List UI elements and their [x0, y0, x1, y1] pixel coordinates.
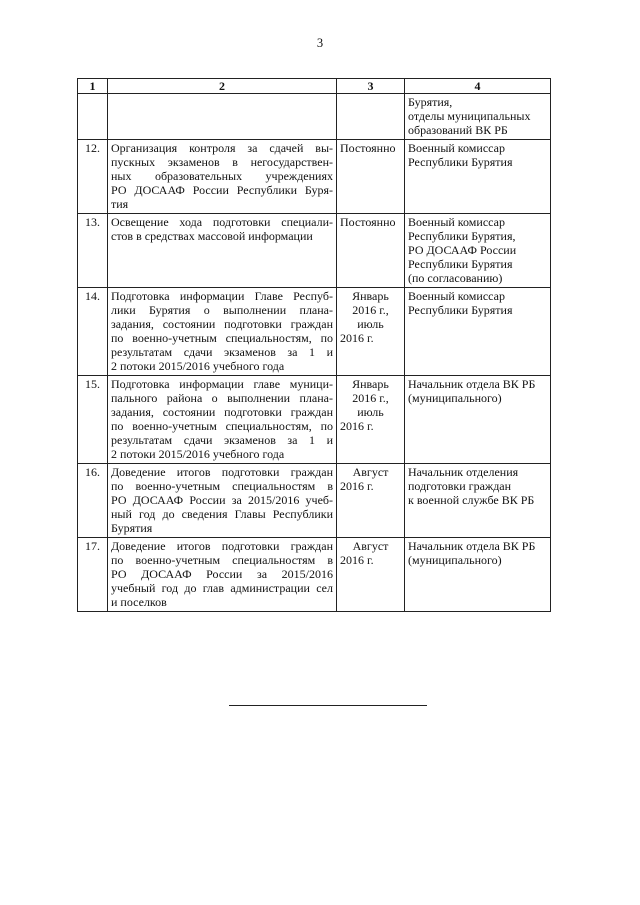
task-cell — [108, 214, 337, 288]
term-cell-line: 2016 г. — [340, 553, 374, 567]
responsible-cell-line: (муниципального) — [408, 391, 502, 405]
task-cell-line: пального района о выполнении плана- — [111, 391, 333, 405]
column-header-number: 1 — [78, 79, 108, 94]
responsible-cell-line: подготовки граждан — [408, 479, 512, 493]
responsible-cell-line: Республики Бурятия — [408, 303, 513, 317]
task-cell-line: Освещение хода подготовки специали- — [111, 215, 333, 229]
task-cell-line: лики Бурятия о выполнении плана- — [111, 303, 333, 317]
table-row — [78, 140, 551, 214]
term-cell-line: 2016 г. — [340, 479, 374, 493]
term-cell — [337, 94, 405, 140]
term-cell-line: июль — [357, 405, 384, 419]
task-cell — [108, 140, 337, 214]
table-row — [78, 288, 551, 376]
term-cell-line: 2016 г., — [352, 391, 389, 405]
responsible-cell-line: Бурятия, — [408, 95, 453, 109]
task-cell-line: задания, состоянии подготовки граждан — [111, 405, 333, 419]
task-cell-line: результатам сдачи экзаменов за 1 и — [111, 433, 333, 447]
row-number — [78, 94, 108, 140]
task-cell-line: результатам сдачи экзаменов за 1 и — [111, 345, 333, 359]
term-cell-line: 2016 г. — [340, 419, 374, 433]
task-cell-line: стов в средствах массовой информации — [111, 229, 313, 243]
task-cell — [108, 94, 337, 140]
page-number: 3 — [316, 36, 324, 50]
responsible-cell-line: образований ВК РБ — [408, 123, 508, 137]
term-cell-line: Постоянно — [340, 215, 396, 229]
term-cell — [337, 288, 405, 376]
responsible-cell-line: Военный комиссар — [408, 289, 505, 303]
term-cell — [337, 376, 405, 464]
responsible-cell-line: Республики Бурятия, — [408, 229, 516, 243]
responsible-cell-line: Республики Бурятия — [408, 155, 513, 169]
task-cell-line: ных образовательных учреждениях — [111, 169, 333, 183]
task-cell-line: по военно-учетным специальностям в — [111, 479, 333, 493]
term-cell — [337, 538, 405, 612]
term-cell — [337, 214, 405, 288]
row-number: 13. — [78, 214, 108, 288]
task-cell-line: Организация контроля за сдачей вы- — [111, 141, 333, 155]
task-cell-line: по военно-учетным специальностям в — [111, 553, 333, 567]
responsible-cell-line: Военный комиссар — [408, 215, 505, 229]
responsible-cell-line: Начальник отдела ВК РБ — [408, 377, 536, 391]
responsible-cell — [405, 288, 551, 376]
term-cell-line: Постоянно — [340, 141, 396, 155]
row-number: 12. — [78, 140, 108, 214]
responsible-cell — [405, 94, 551, 140]
plan-table — [77, 78, 551, 612]
responsible-cell — [405, 464, 551, 538]
task-cell-line: РО ДОСААФ России Республики Буря- — [111, 183, 333, 197]
column-header-task: 2 — [108, 79, 337, 94]
table-row — [78, 464, 551, 538]
term-cell-line: Январь — [352, 377, 389, 391]
task-cell-line: ный год до сведения Главы Республики — [111, 507, 333, 521]
task-cell-line: Подготовка информации Главе Респуб- — [111, 289, 333, 303]
table-row-continuation — [78, 94, 551, 140]
task-cell-line: задания, состоянии подготовки граждан — [111, 317, 333, 331]
responsible-cell-line: отделы муниципальных — [408, 109, 531, 123]
responsible-cell — [405, 214, 551, 288]
column-header-responsible: 4 — [405, 79, 551, 94]
task-cell-line: и поселков — [111, 595, 167, 609]
task-cell-line: РО ДОСААФ России за 2015/2016 учеб- — [111, 493, 333, 507]
task-cell-line: Доведение итогов подготовки граждан — [111, 465, 333, 479]
task-cell-line: по военно-учетным специальностям, по — [111, 331, 333, 345]
responsible-cell-line: Начальник отдела ВК РБ — [408, 539, 536, 553]
table-row — [78, 376, 551, 464]
task-cell — [108, 464, 337, 538]
responsible-cell-line: Начальник отделения — [408, 465, 519, 479]
task-cell-line: Бурятия — [111, 521, 153, 535]
responsible-cell-line: (по согласованию) — [408, 271, 503, 285]
task-cell-line: РО ДОСААФ России за 2015/2016 — [111, 567, 333, 581]
responsible-cell — [405, 376, 551, 464]
task-cell — [108, 288, 337, 376]
responsible-cell-line: (муниципального) — [408, 553, 502, 567]
responsible-cell-line: РО ДОСААФ России — [408, 243, 517, 257]
task-cell — [108, 538, 337, 612]
table-row — [78, 538, 551, 612]
responsible-cell — [405, 538, 551, 612]
task-cell-line: по военно-учетным специальностям, по — [111, 419, 333, 433]
task-cell-line: 2 потоки 2015/2016 учебного года — [111, 447, 285, 461]
term-cell-line: 2016 г., — [352, 303, 389, 317]
table-row — [78, 214, 551, 288]
term-cell-line: Январь — [352, 289, 389, 303]
row-number: 16. — [78, 464, 108, 538]
task-cell-line: Подготовка информации главе муници- — [111, 377, 333, 391]
task-cell-line: Доведение итогов подготовки граждан — [111, 539, 333, 553]
term-cell-line: Август — [352, 539, 389, 553]
task-cell-line: пускных экзаменов в негосударствен- — [111, 155, 333, 169]
responsible-cell-line: к военной службе ВК РБ — [408, 493, 535, 507]
term-cell-line: июль — [357, 317, 384, 331]
responsible-cell-line: Военный комиссар — [408, 141, 505, 155]
responsible-cell — [405, 140, 551, 214]
task-cell-line: учебный год до глав администрации сел — [111, 581, 333, 595]
table-body — [78, 94, 551, 612]
task-cell-line: тия — [111, 197, 129, 211]
row-number: 14. — [78, 288, 108, 376]
task-cell-line: 2 потоки 2015/2016 учебного года — [111, 359, 285, 373]
end-rule — [229, 705, 427, 706]
term-cell — [337, 140, 405, 214]
row-number: 15. — [78, 376, 108, 464]
row-number: 17. — [78, 538, 108, 612]
term-cell — [337, 464, 405, 538]
table-header-row — [78, 79, 551, 94]
term-cell-line: 2016 г. — [340, 331, 374, 345]
term-cell-line: Август — [352, 465, 389, 479]
column-header-term: 3 — [337, 79, 405, 94]
task-cell — [108, 376, 337, 464]
responsible-cell-line: Республики Бурятия — [408, 257, 513, 271]
